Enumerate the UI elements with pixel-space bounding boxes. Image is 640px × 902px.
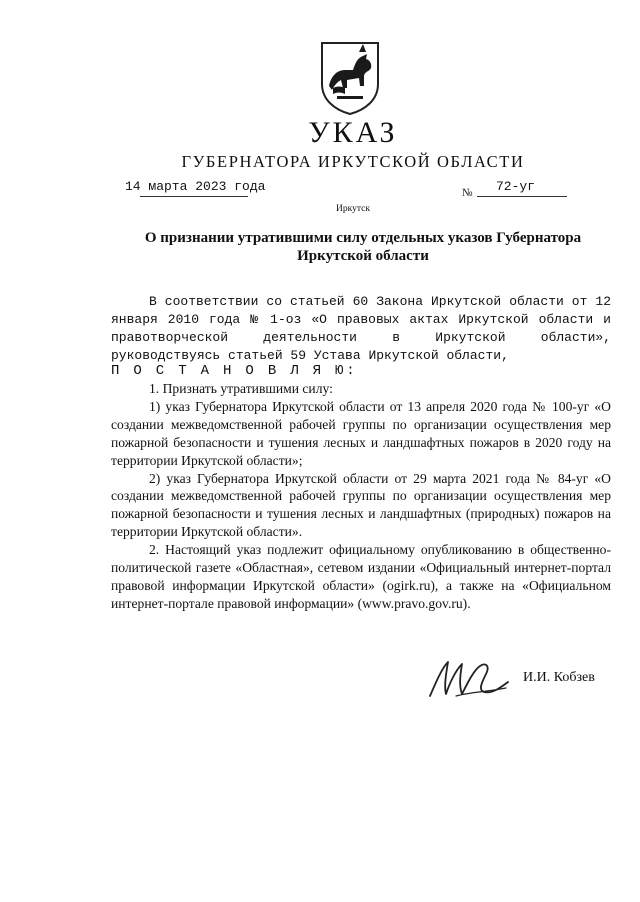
document-number: 72-уг [496, 179, 536, 194]
item-1-2: 2) указ Губернатора Иркутской области от 29 марта 2021 года № 84-уг «О создании межведомственной рабочей группы по организации осуществления мер пожарной безопасности и тушения лесных и ландшафтных (природных) пожаров на территории Иркутской области». [111, 470, 611, 540]
signer-name: И.И. Кобзев [523, 670, 595, 685]
document-heading: О признании утратившими силу отдельных указов Губернатора Иркутской области [144, 230, 582, 264]
intro-text: В соответствии со статьей 60 Закона Иркутской области от 12 января 2010 года № 1-оз «О правовых актах Иркутской области и правотворческой деятельности в Иркутской области», руководствуясь статьей 59 Устава Иркутской области, [111, 294, 611, 363]
handwritten-signature [426, 652, 512, 702]
decree-word: П О С Т А Н О В Л Я Ю: [111, 363, 358, 379]
date-underline [140, 196, 248, 197]
item-1-1: 1) указ Губернатора Иркутской области от 13 апреля 2020 года № 100-уг «О создании межведомственной рабочей группы по организации осуществления мер пожарной безопасности и тушения лесных и ландшафтных пожаров в 2020 году на территории Иркутской области»; [111, 398, 611, 468]
document-title: УКАЗ [308, 116, 398, 149]
number-underline [477, 196, 567, 197]
item-1: 1. Признать утратившими силу: [149, 381, 333, 396]
number-sign: № [462, 187, 473, 199]
document-subtitle: ГУБЕРНАТОРА ИРКУТСКОЙ ОБЛАСТИ [181, 152, 525, 171]
decree-items [111, 380, 611, 613]
item-2: 2. Настоящий указ подлежит официальному опубликованию в общественно-политической газете «Областная», сетевом издании «Официальный интернет-портал правовой информации Иркутской области» (ogirk.ru), а также на «Официальном интернет-портале правовой информации» (www.pravo.gov.ru). [111, 542, 611, 611]
document-date: 14 марта 2023 года [125, 179, 266, 194]
document-city: Иркутск [336, 204, 370, 214]
intro-paragraph [111, 293, 611, 365]
coat-of-arms-icon [319, 40, 381, 116]
